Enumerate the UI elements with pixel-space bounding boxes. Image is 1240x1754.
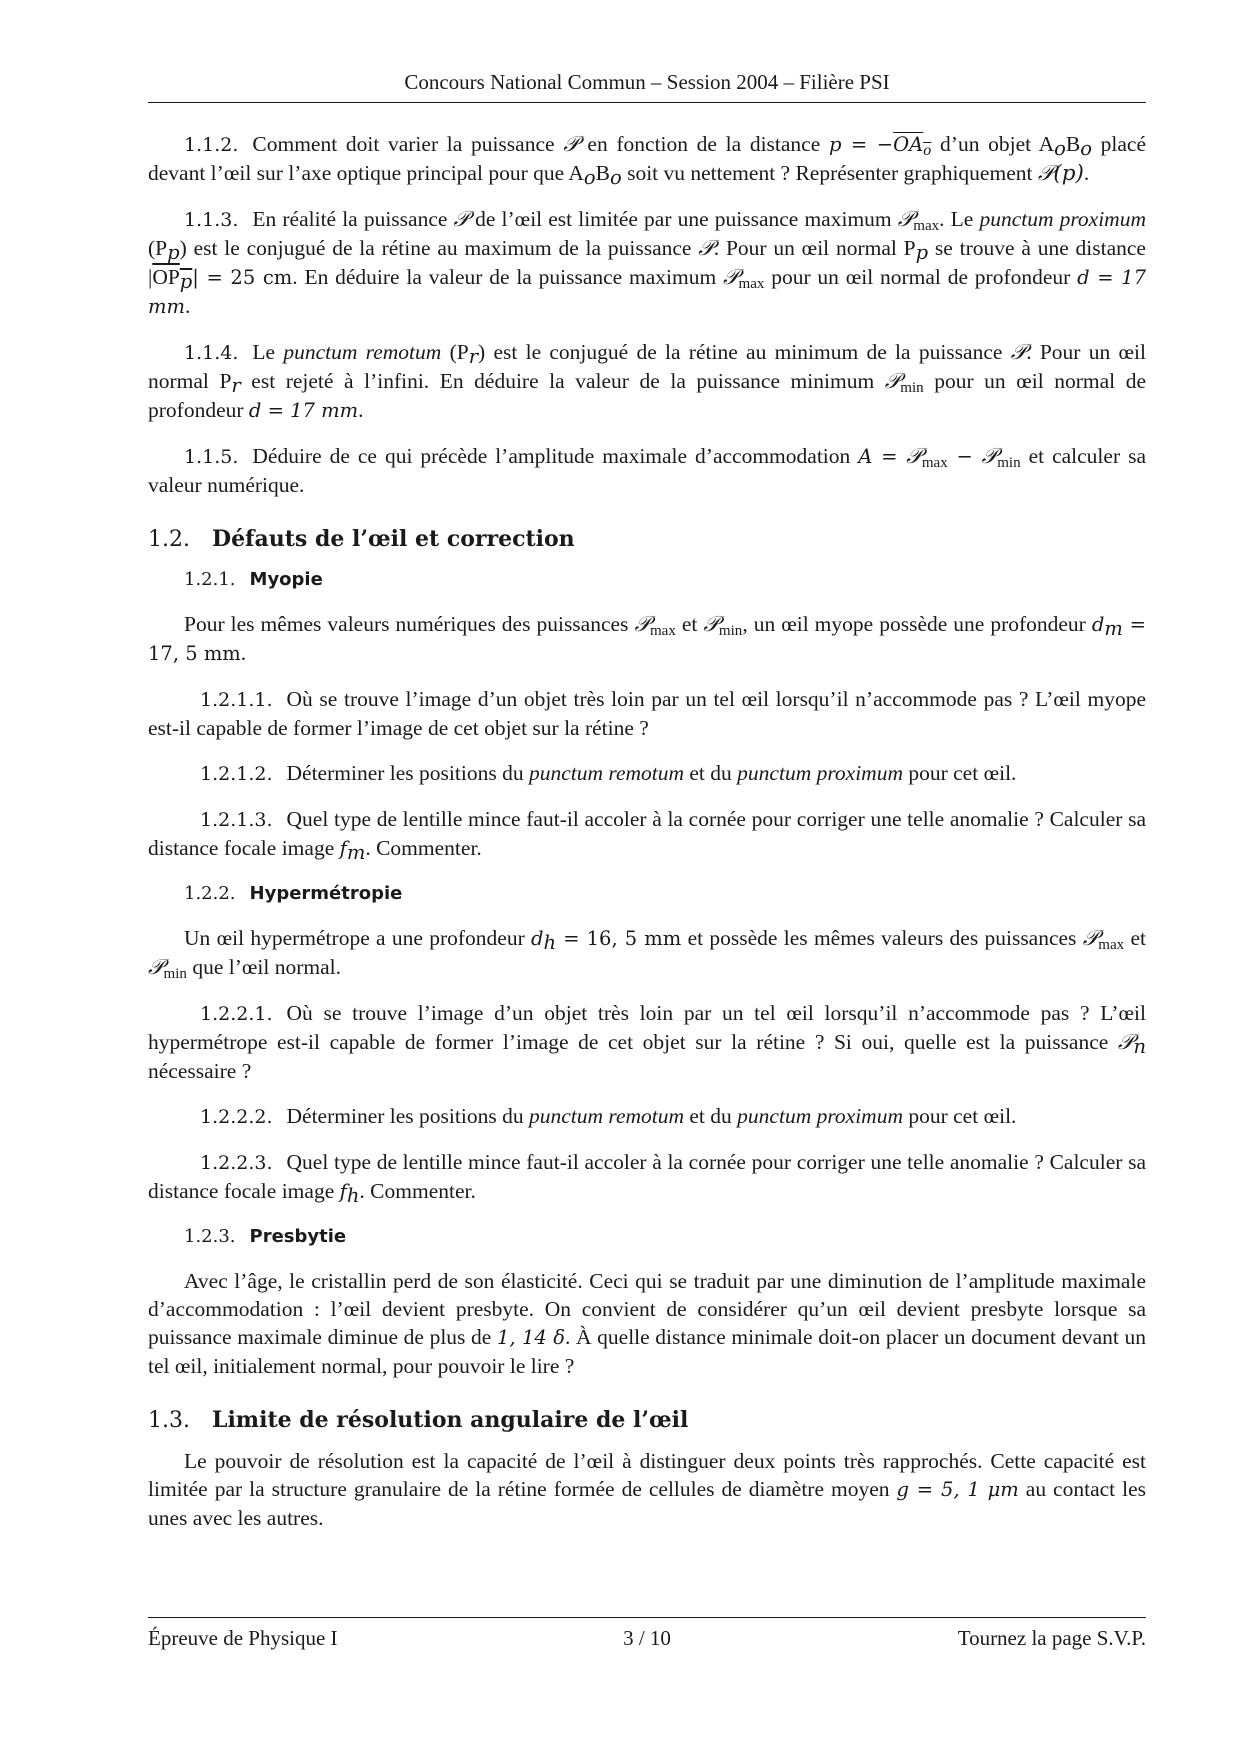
question-1-2-1-1: 1.2.1.1. Où se trouve l’image d’un objet très loin par un tel œil lorsqu’il n’accommode pas ? L’œil myope est-il capable de former l’image de cet objet sur la rétine ? [148,687,1146,740]
question-number: 1.2.1.3. [200,809,273,831]
paragraph-hypermetropie-intro: Un œil hypermétrope a une profondeur $d_h = 16$, 5 mm et possède les mêmes valeurs des puissances 𝒫$_{max}$ et 𝒫$_{min}$ que l’œil normal. [148,926,1146,982]
paragraph-presbytie: Avec l’âge, le cristallin perd de son élasticité. Ceci qui se traduit par une diminution de l’amplitude maximale d’accommodation : l’œil devient presbyte. On convient de considérer qu’un œil devient presbyte lorsque sa puissance maximale diminue de plus de 1, 14 δ. À quelle distance minimale doit-on placer un document devant un tel œil, initialement normal, pour pouvoir le lire ? [148,1269,1146,1378]
page-number: 3 / 10 [623,1626,671,1650]
question-1-2-2-3: 1.2.2.3. Quel type de lentille mince faut-il accoler à la cornée pour corriger une telle anomalie ? Calculer sa distance focale image $f_h$. Commenter. [148,1150,1146,1207]
footer-left: Épreuve de Physique I [148,1626,338,1650]
question-number: 1.1.3. [184,209,239,231]
question-1-2-2-2: 1.2.2.2. Déterminer les positions du punctum remotum et du punctum proximum pour cet œil. [200,1104,1017,1128]
question-1-2-1-3: 1.2.1.3. Quel type de lentille mince faut-il accoler à la cornée pour corriger une telle anomalie ? Calculer sa distance focale image $f_m$. Commenter. [148,807,1146,864]
question-number: 1.2.1.2. [200,763,273,785]
question-number: 1.1.5. [184,446,239,468]
page-header: Concours National Commun – Session 2004 – Filière PSI [148,70,1146,103]
footer-right: Tournez la page S.V.P. [957,1626,1146,1650]
question-number: 1.2.1.1. [200,689,273,711]
question-number: 1.1.4. [184,342,239,364]
page-footer [148,1617,1146,1656]
question-number: 1.2.2.1. [200,1003,273,1025]
paragraph-myopie-intro: Pour les mêmes valeurs numériques des puissances 𝒫$_{max}$ et 𝒫$_{min}$, un œil myope possède une profondeur $d_m = 17$, 5 mm. [148,612,1147,665]
subsection-1-2-3-heading: 1.2.3. Presbytie [184,1226,347,1247]
question-1-1-2: 1.1.2. Comment doit varier la puissance 𝒫 en fonction de la distance $p = -OA_o$ d’un objet $A_oB_o$ placé devant l’œil sur l’axe optique principal pour que $A_oB_o$ soit vu nettement ? Représenter graphiquement 𝒫(p). [148,132,1147,189]
paragraph-resolution: Le pouvoir de résolution est la capacité de l’œil à distinguer deux points très rapprochés. Cette capacité est limitée par la structure granulaire de la rétine formée de cellules de diamètre moyen g = 5, 1 μm au contact les unes avec les autres. [148,1449,1147,1530]
section-1-3-heading: 1.3. Limite de résolution angulaire de l’œil [148,1407,689,1433]
question-1-1-4: 1.1.4. Le punctum remotum $(P_r)$ est le conjugué de la rétine au minimum de la puissance 𝒫. Pour un œil normal $P_r$ est rejeté à l’infini. En déduire la valeur de la puissance minimum 𝒫$_{min}$ pour un œil normal de profondeur d = 17 mm. [148,340,1146,422]
question-1-2-1-2: 1.2.1.2. Déterminer les positions du punctum remotum et du punctum proximum pour cet œil. [200,761,1017,785]
question-number: 1.2.2.2. [200,1106,273,1128]
question-1-2-2-1: 1.2.2.1. Où se trouve l’image d’un objet très loin par un tel œil lorsqu’il n’accommode pas ? L’œil hypermétrope est-il capable de former l’image de cet objet sur la rétine ? Si oui, quelle est la puissance 𝒫$_n$ nécessaire ? [148,1001,1146,1083]
page-body [148,130,1146,1549]
subsection-1-2-2-heading: 1.2.2. Hypermétropie [184,883,403,904]
question-1-1-5: 1.1.5. Déduire de ce qui précède l’amplitude maximale d’accommodation A = 𝒫$_{max}$ − 𝒫$_{min}$ et calculer sa valeur numérique. [148,444,1146,497]
question-number: 1.1.2. [184,134,239,156]
question-1-1-3: 1.1.3. En réalité la puissance 𝒫 de l’œil est limitée par une puissance maximum 𝒫$_{max}$. Le punctum proximum $(P_p)$ est le conjugué de la rétine au maximum de la puissance 𝒫. Pour un œil normal $P_p$ se trouve à une distance $|OP_p| = 25$ cm. En déduire la valeur de la puissance maximum 𝒫$_{max}$ pour un œil normal de profondeur d = 17 mm. [148,207,1146,318]
question-number: 1.2.2.3. [200,1152,273,1174]
section-1-2-heading: 1.2. Défauts de l’œil et correction [148,526,575,552]
subsection-1-2-1-heading: 1.2.1. Myopie [184,569,323,590]
